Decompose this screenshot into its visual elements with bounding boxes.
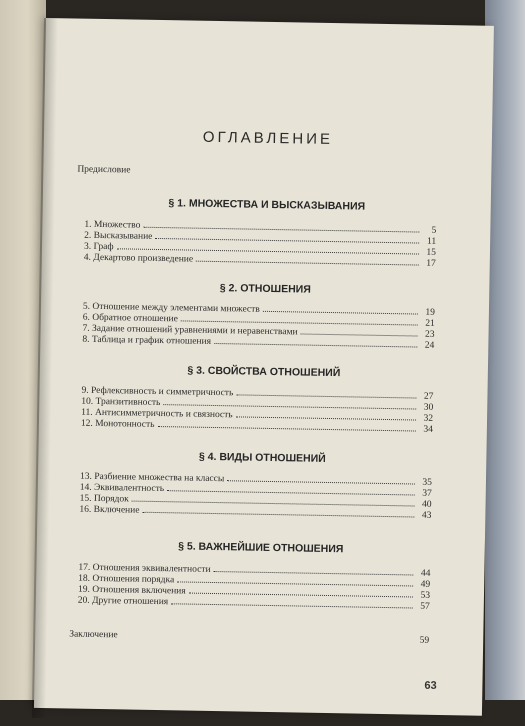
dot-leader bbox=[301, 326, 418, 336]
entry-page: 35 bbox=[422, 477, 433, 488]
entry-page: 11 bbox=[426, 236, 437, 247]
entry-label: 5. Отношение между элементами множеств bbox=[82, 301, 260, 315]
dot-leader bbox=[214, 564, 414, 575]
entry-page: 19 bbox=[425, 307, 436, 318]
preface-entry: Предисловие bbox=[77, 164, 131, 176]
entry-label: 4. Декартово произведение bbox=[83, 252, 194, 265]
dot-leader bbox=[263, 304, 418, 315]
entry-label: 19. Отношения включения bbox=[77, 584, 186, 597]
toc-heading: ОГЛАВЛЕНИЕ bbox=[202, 128, 334, 149]
entry-label: 3. Граф bbox=[83, 241, 114, 253]
entry-page: 27 bbox=[423, 391, 434, 402]
entry-page: 40 bbox=[421, 499, 432, 510]
entry-label: 2. Высказывание bbox=[84, 230, 153, 242]
entry-page: 23 bbox=[424, 329, 435, 340]
section-title-3: § 3. СВОЙСТВА ОТНОШЕНИЙ bbox=[187, 364, 341, 380]
section-title-4: § 4. ВИДЫ ОТНОШЕНИЙ bbox=[198, 450, 326, 465]
entry-label: 16. Включение bbox=[79, 504, 140, 516]
entry-page: 44 bbox=[420, 568, 431, 579]
entry-label: 9. Рефлексивность и симметричность bbox=[81, 385, 234, 399]
entry-page: 17 bbox=[426, 258, 436, 269]
entry-label: 12. Монотонность bbox=[80, 418, 155, 430]
section-title-5: § 5. ВАЖНЕЙШИЕ ОТНОШЕНИЯ bbox=[178, 540, 344, 556]
entry-label: 8. Таблица и график отношения bbox=[82, 334, 212, 347]
entry-label: 18. Отношения порядка bbox=[78, 573, 175, 586]
section-title-2: § 2. ОТНОШЕНИЯ bbox=[219, 282, 311, 296]
conclusion-entry bbox=[69, 630, 429, 646]
entry-label: 6. Обратное отношение bbox=[82, 312, 178, 325]
conclusion-label: Заключение bbox=[69, 629, 118, 641]
entry-page: 49 bbox=[420, 579, 431, 590]
entry-label: 15. Порядок bbox=[79, 493, 129, 505]
entry-page: 57 bbox=[420, 601, 430, 612]
entry-label: 11. Антисимметричность и связность bbox=[81, 407, 233, 421]
entry-page: 34 bbox=[423, 424, 433, 435]
entry-label: 1. Множество bbox=[84, 219, 141, 231]
page-number: 63 bbox=[424, 679, 437, 692]
entry-label: 7. Задание отношений уравнениями и неравенствами bbox=[82, 323, 298, 338]
entry-page: 5 bbox=[431, 225, 437, 236]
entry-page: 24 bbox=[424, 340, 435, 351]
entry-page: 30 bbox=[423, 402, 434, 413]
entry-page: 21 bbox=[425, 318, 435, 329]
entry-label: 14. Эквивалентность bbox=[79, 482, 165, 495]
entry-page: 37 bbox=[422, 488, 432, 499]
section-title-1: § 1. МНОЖЕСТВА И ВЫСКАЗЫВАНИЯ bbox=[168, 197, 366, 213]
entry-label: 17. Отношения эквивалентности bbox=[78, 562, 211, 575]
entry-label: 20. Другие отношения bbox=[77, 595, 169, 608]
entry-label: 13. Разбиение множества на классы bbox=[79, 471, 225, 485]
entry-page: 32 bbox=[423, 413, 434, 424]
conclusion-page: 59 bbox=[419, 635, 430, 646]
dot-leader bbox=[236, 387, 416, 398]
book-page bbox=[34, 18, 494, 716]
entry-page: 15 bbox=[426, 247, 437, 258]
entry-page: 53 bbox=[420, 590, 431, 601]
entry-label: 10. Транзитивность bbox=[81, 396, 161, 409]
entry-page: 43 bbox=[421, 510, 432, 521]
dot-leader bbox=[227, 473, 415, 484]
